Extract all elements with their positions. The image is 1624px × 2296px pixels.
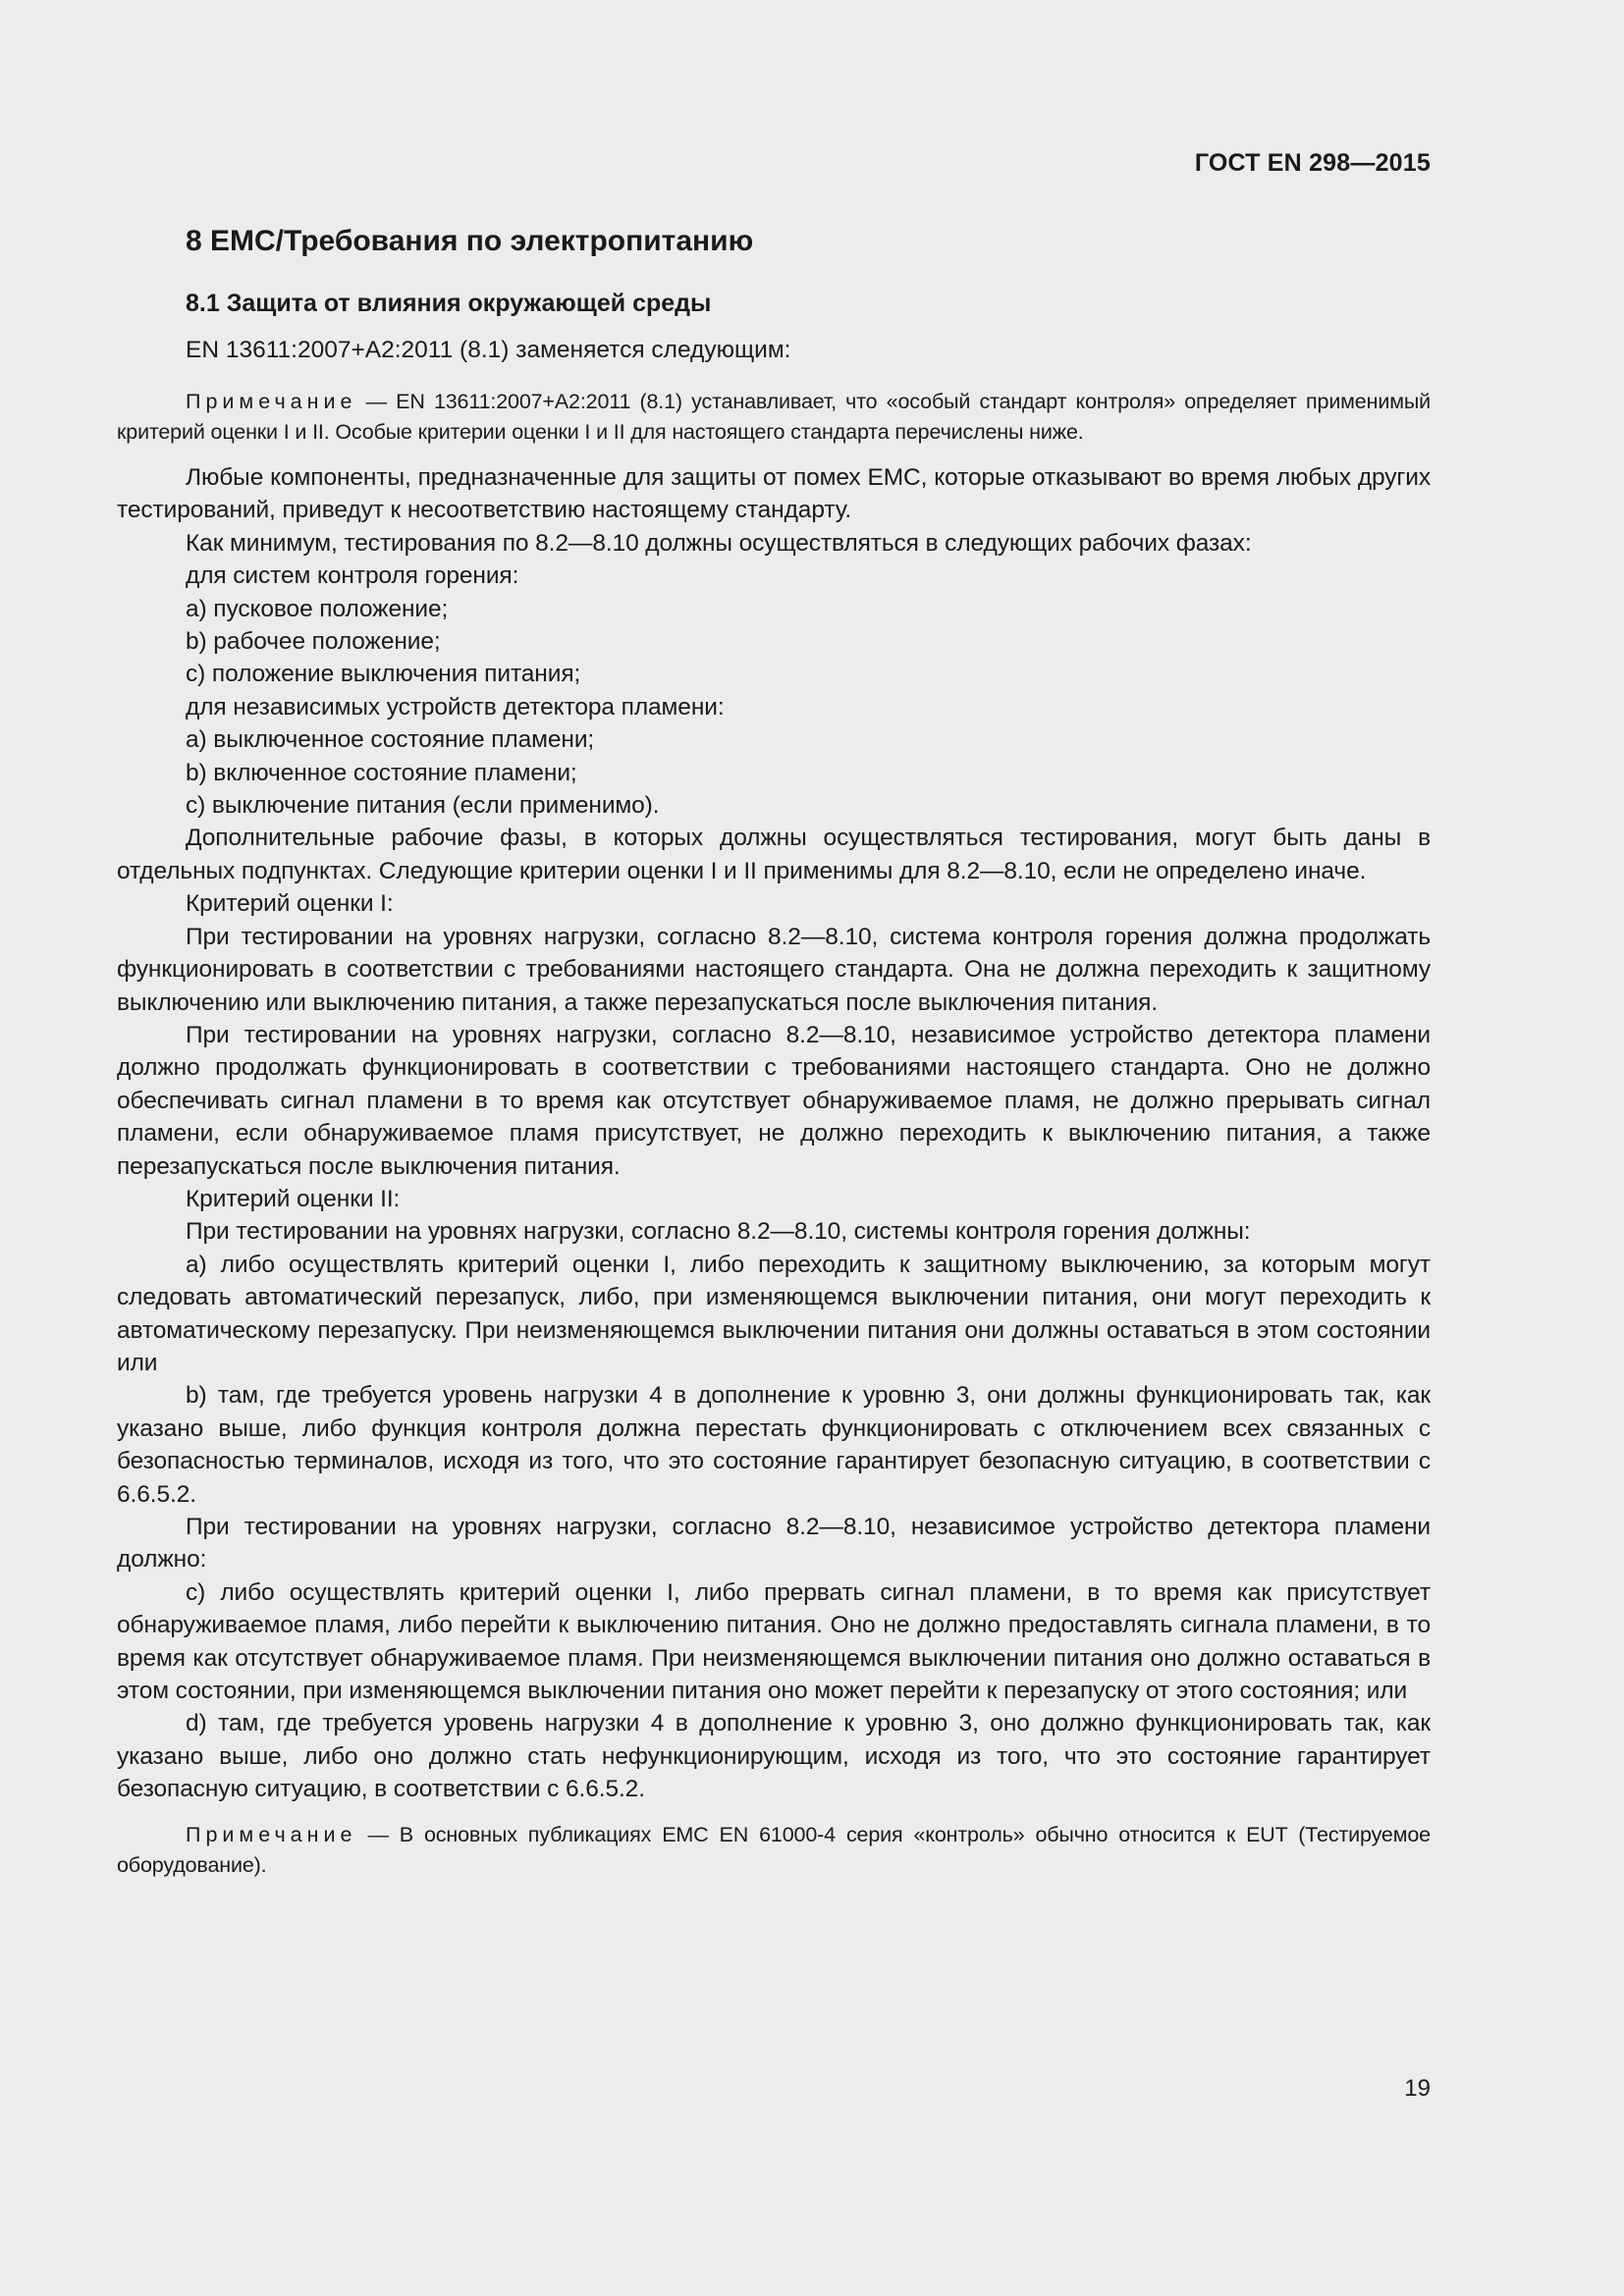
paragraph: Критерий оценки II: [186, 1185, 401, 1212]
note-label: Примечание [186, 390, 357, 413]
list-item: b) включенное состояние пламени; [186, 759, 577, 786]
paragraph: Критерий оценки I: [186, 890, 394, 918]
body-text [117, 461, 1431, 1806]
paragraph: для независимых устройств детектора пламени: [186, 693, 725, 721]
list-item: c) выключение питания (если применимо). [186, 792, 660, 820]
subsection-title: 8.1 Защита от влияния окружающей среды [186, 290, 712, 317]
paragraph: Как минимум, тестирования по 8.2—8.10 должны осуществляться в следующих рабочих фазах: [186, 529, 1252, 557]
paragraph: Дополнительные рабочие фазы, в которых должны осуществляться тестирования, могут быть даны в отдельных подпунктах. Следующие критерии оценки I и II применимы для 8.2—8.10, если не определено иначе. [117, 825, 1431, 884]
paragraph: При тестировании на уровнях нагрузки, согласно 8.2—8.10, система контроля горения должна продолжать функционировать в соответствии с требованиями настоящего стандарта. Она не должна переходить к защитному выключению или выключению питания, а также перезапускаться после выключения питания. [117, 923, 1431, 1016]
section-title: 8 EMC/Требования по электропитанию [186, 225, 754, 257]
intro-text: EN 13611:2007+A2:2011 (8.1) заменяется следующим: [186, 337, 791, 363]
list-item: c) положение выключения питания; [186, 661, 581, 688]
note-second [117, 1820, 1431, 1881]
paragraph: для систем контроля горения: [186, 562, 519, 590]
list-item: d) там, где требуется уровень нагрузки 4 в дополнение к уровню 3, оно должно функционировать так, как указано выше, либо оно должно стать нефункционирующим, исходя из того, что это состояние гарантирует безопасную ситуацию, в соответствии с 6.6.5.2. [117, 1710, 1431, 1803]
list-item: b) рабочее положение; [186, 628, 441, 656]
list-item: c) либо осуществлять критерий оценки I, либо прервать сигнал пламени, в то время как присутствует обнаруживаемое пламя, либо перейти к выключению питания. Оно не должно предоставлять сигнала пламени, в то время как отсутствует обнаруживаемое пламя. При неизменяющемся выключении питания оно должно оставаться в этом состоянии, при изменяющемся выключении питания оно может перейти к перезапуску от этого состояния; или [117, 1578, 1431, 1705]
page-number: 19 [1404, 2075, 1431, 2102]
note-text: — EN 13611:2007+A2:2011 (8.1) устанавливает, что «особый стандарт контроля» определяет применимый критерий оценки I и II. Особые критерии оценки I и II для настоящего стандарта перечислены ниже. [117, 390, 1431, 444]
page-content [117, 222, 1431, 1895]
paragraph: При тестировании на уровнях нагрузки, согласно 8.2—8.10, независимое устройство детектора пламени должно продолжать функционировать в соответствии с требованиями настоящего стандарта. Оно не должно обеспечивать сигнал пламени в то время как отсутствует обнаруживаемое пламя, не должно прерывать сигнал пламени, если обнаруживаемое пламя присутствует, не должно переходить к выключению питания, а также перезапускаться после выключения питания. [117, 1021, 1431, 1180]
list-item: b) там, где требуется уровень нагрузки 4 в дополнение к уровню 3, они должны функционировать так, как указано выше, либо функция контроля должна перестать функционировать с отключением всех связанных с безопасностью терминалов, исходя из того, что это состояние гарантирует безопасную ситуацию, в соответствии с 6.6.5.2. [117, 1382, 1431, 1508]
note-label: Примечание [186, 1822, 357, 1846]
list-item: a) либо осуществлять критерий оценки I, либо переходить к защитному выключению, за которым могут следовать автоматический перезапуск, либо, при изменяющемся выключении питания, они могут переходить к автоматическому перезапуску. При неизменяющемся выключении питания они должны оставаться в этом состоянии или [117, 1251, 1431, 1376]
document-code: ГОСТ EN 298—2015 [1194, 149, 1431, 177]
note-first [117, 387, 1431, 448]
paragraph: При тестировании на уровнях нагрузки, согласно 8.2—8.10, системы контроля горения должны: [186, 1218, 1251, 1246]
paragraph: Любые компоненты, предназначенные для защиты от помех EMC, которые отказывают во время любых других тестирований, приведут к несоответствию настоящему стандарту. [117, 464, 1431, 524]
list-item: a) выключенное состояние пламени; [186, 726, 595, 754]
list-item: a) пусковое положение; [186, 595, 449, 622]
paragraph: При тестировании на уровнях нагрузки, согласно 8.2—8.10, независимое устройство детектора пламени должно: [117, 1514, 1431, 1574]
note-text: — В основных публикациях EMC EN 61000-4 серия «контроль» обычно относится к EUT (Тестируемое оборудование). [117, 1822, 1431, 1877]
